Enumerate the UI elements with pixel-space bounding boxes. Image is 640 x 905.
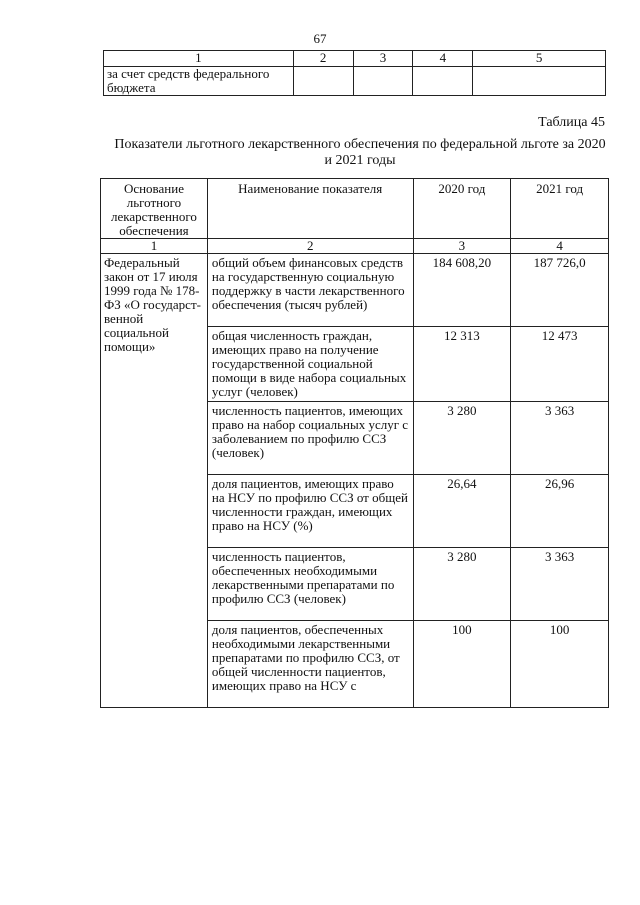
table-label: Таблица 45 [538, 115, 605, 130]
previous-table-continuation [103, 50, 606, 96]
indicator-name: доля пациентов, имеющих право на НСУ по профилю ССЗ от общей численности граждан, имеющих право на НСУ (%) [207, 475, 413, 548]
indicator-name: численность пациентов, обеспеченных необходимыми лекарственными препаратами по профилю ССЗ (человек) [207, 548, 413, 621]
column-number: 2 [207, 239, 413, 254]
benefits-table [100, 178, 609, 708]
value-2020: 3 280 [413, 548, 511, 621]
value-2021: 12 473 [511, 327, 609, 402]
indicator-name: доля пациентов, обеспеченных необходимыми лекарственными препаратами по профилю ССЗ, от общей численности пациентов, имеющих право на НСУ с [207, 621, 413, 708]
value-2020: 3 280 [413, 402, 511, 475]
header-year-2020: 2020 год [413, 179, 511, 239]
header-year-2021: 2021 год [511, 179, 609, 239]
column-number-row [104, 51, 606, 67]
empty-cell [353, 67, 413, 96]
value-2021: 100 [511, 621, 609, 708]
empty-cell [473, 67, 606, 96]
table-row [104, 67, 606, 96]
column-number: 4 [413, 51, 473, 67]
basis-cell: Федеральный закон от 17 июля 1999 года № 178-ФЗ «О государст-венной социальной помощи» [101, 254, 208, 708]
header-indicator-name: Наименование показателя [207, 179, 413, 239]
column-number: 1 [104, 51, 294, 67]
indicator-name: численность пациентов, имеющих право на набор социальных услуг с заболеванием по профилю ССЗ (человек) [207, 402, 413, 475]
header-basis: Основание льготного лекарственного обеспечения [101, 179, 208, 239]
value-2020: 12 313 [413, 327, 511, 402]
value-2021: 26,96 [511, 475, 609, 548]
value-2021: 3 363 [511, 402, 609, 475]
value-2021: 187 726,0 [511, 254, 609, 327]
page-number: 67 [313, 31, 327, 46]
value-2020: 184 608,20 [413, 254, 511, 327]
column-number-row [101, 239, 609, 254]
column-number: 5 [473, 51, 606, 67]
header-row [101, 179, 609, 239]
column-number: 4 [511, 239, 609, 254]
value-2020: 100 [413, 621, 511, 708]
table-row [101, 254, 609, 327]
table-caption: Показатели льготного лекарственного обеспечения по федеральной льготе за 2020 и 2021 годы [114, 137, 606, 168]
indicator-name: общая численность граждан, имеющих право на получение государственной социальной помощи в виде набора социальных услуг (человек) [207, 327, 413, 402]
row-label: за счет средств федерального бюджета [104, 67, 294, 96]
column-number: 3 [353, 51, 413, 67]
indicator-name: общий объем финансовых средств на государственную социальную поддержку в части лекарственного обеспечения (тысяч рублей) [207, 254, 413, 327]
value-2020: 26,64 [413, 475, 511, 548]
column-number: 1 [101, 239, 208, 254]
column-number: 2 [293, 51, 353, 67]
value-2021: 3 363 [511, 548, 609, 621]
empty-cell [293, 67, 353, 96]
empty-cell [413, 67, 473, 96]
column-number: 3 [413, 239, 511, 254]
